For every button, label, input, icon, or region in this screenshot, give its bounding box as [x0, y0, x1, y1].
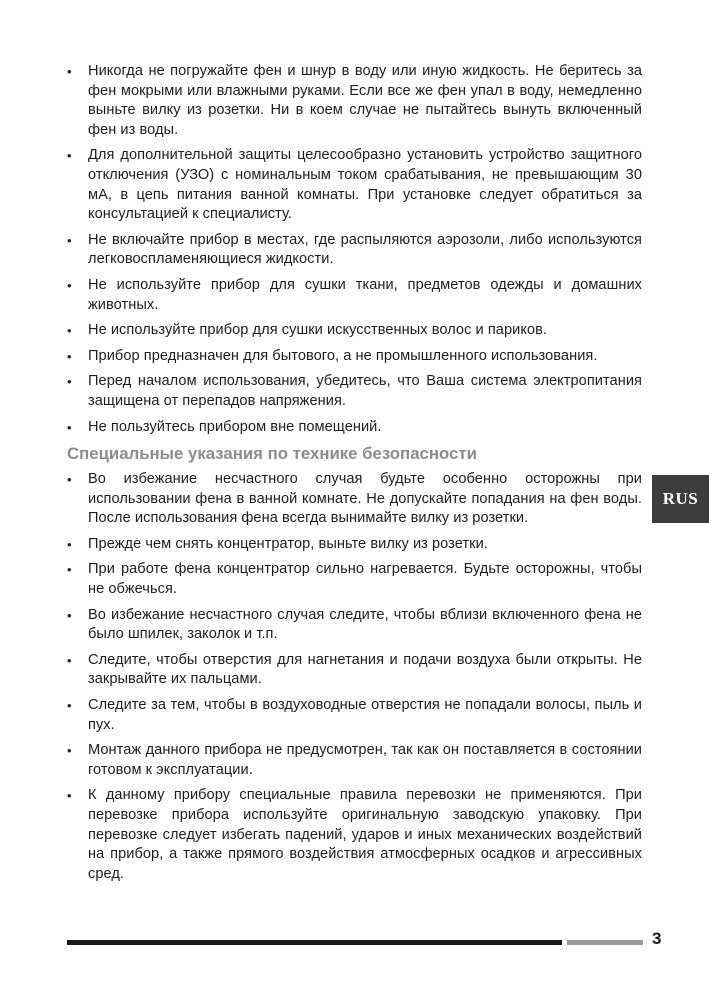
list-item: • Для дополнительной защиты целесообразно установить устройство защитного отключения (УЗО) с номинальным током срабатывания, не превышающим 30 мА, в цепь питания ванной комнаты. При установке следует обратиться за консультацией к специалисту.	[67, 146, 642, 224]
list-item: • Перед началом использования, убедитесь, что Ваша система электропитания защищена от перепадов напряжения.	[67, 372, 642, 411]
list-item: • Не включайте прибор в местах, где распыляются аэрозоли, либо используются легковоспламеняющиеся жидкости.	[67, 231, 642, 270]
general-safety-list	[67, 62, 642, 437]
list-item: • Не используйте прибор для сушки ткани, предметов одежды и домашних животных.	[67, 276, 642, 315]
list-item: • К данному прибору специальные правила перевозки не применяются. При перевозке прибора используйте оригинальную заводскую упаковку. При перевозке следует избегать падений, ударов и иных механических воздействий на прибор, а также прямого воздействия атмосферных осадков и агрессивных сред.	[67, 786, 642, 884]
footer-rule-dark	[67, 940, 562, 945]
page-content	[67, 62, 642, 890]
list-item: • Не используйте прибор для сушки искусственных волос и париков.	[67, 321, 642, 341]
language-tab: RUS	[652, 475, 709, 523]
list-item: • Следите за тем, чтобы в воздуховодные отверстия не попадали волосы, пыль и пух.	[67, 696, 642, 735]
list-item: • Во избежание несчастного случая следите, чтобы вблизи включенного фена не было шпилек, заколок и т.п.	[67, 606, 642, 645]
list-item: • Прежде чем снять концентратор, выньте вилку из розетки.	[67, 535, 642, 555]
list-item: • При работе фена концентратор сильно нагревается. Будьте осторожны, чтобы не обжечься.	[67, 560, 642, 599]
list-item: • Во избежание несчастного случая будьте особенно осторожны при использовании фена в ванной комнате. Не допускайте попадания на фен воды. После использования фена всегда вынимайте вилку из розетки.	[67, 470, 642, 529]
list-item: • Монтаж данного прибора не предусмотрен, так как он поставляется в состоянии готовом к эксплуатации.	[67, 741, 642, 780]
page-number: 3	[652, 929, 662, 948]
list-item: • Никогда не погружайте фен и шнур в воду или иную жидкость. Не беритесь за фен мокрыми или влажными руками. Если все же фен упал в воду, немедленно выньте вилку из розетки. Ни в коем случае не пытайтесь вынуть включенный фен из воды.	[67, 62, 642, 140]
special-safety-list	[67, 470, 642, 884]
footer-rule-light	[567, 940, 643, 945]
list-item: • Следите, чтобы отверстия для нагнетания и подачи воздуха были открыты. Не закрывайте их пальцами.	[67, 651, 642, 690]
section-heading: Специальные указания по технике безопасности	[67, 444, 477, 464]
list-item: • Не пользуйтесь прибором вне помещений.	[67, 418, 642, 438]
list-item: • Прибор предназначен для бытового, а не промышленного использования.	[67, 347, 642, 367]
